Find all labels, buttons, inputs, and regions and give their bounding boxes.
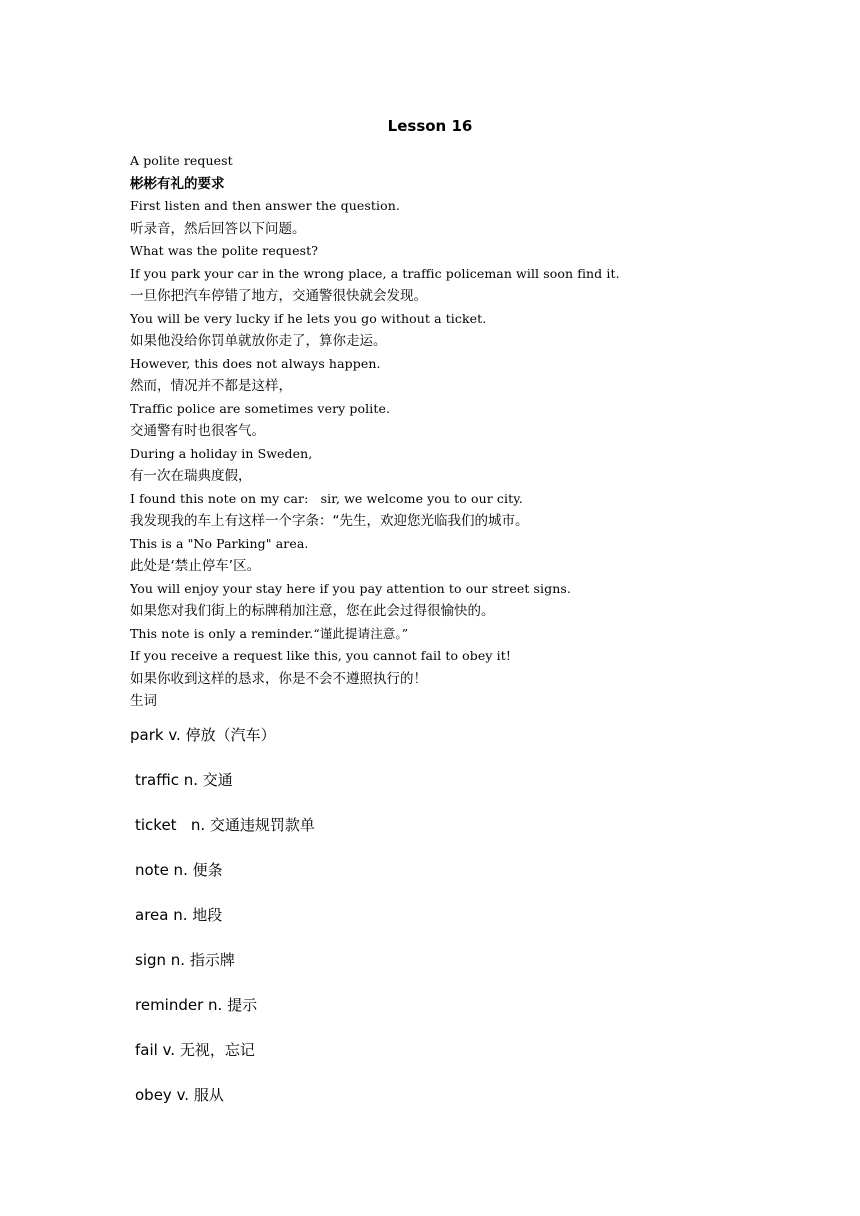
text-line: What was the polite request?: [130, 243, 319, 258]
vocab-item: obey v. 服从: [135, 1086, 224, 1104]
vocab-item: ticket n. 交通违规罚款单: [135, 816, 315, 834]
text-line: However, this does not always happen.: [130, 355, 381, 371]
text-line: 彬彬有礼的要求: [130, 175, 225, 192]
vocab-item: reminder n. 提示: [135, 996, 258, 1014]
vocab-item: traffic n. 交通: [135, 771, 233, 789]
text-line: 如果您对我们街上的标牌稍加注意，您在此会过得很愉快的。: [130, 603, 495, 619]
vocab-item: note n. 便条: [135, 861, 223, 879]
text-line: I found this note on my car: sir, we welcome you to our city.: [130, 490, 523, 506]
page-title: Lesson 16: [387, 117, 473, 135]
text-line: A polite request: [130, 153, 233, 168]
vocab-item: fail v. 无视，忘记: [135, 1041, 255, 1059]
text-line: 有一次在瑞典度假，: [130, 468, 252, 484]
text-line: You will enjoy your stay here if you pay attention to our street signs.: [130, 580, 571, 596]
text-line: 一旦你把汽车停错了地方，交通警很快就会发现。: [130, 288, 427, 304]
text-line: This is a "No Parking" area.: [130, 535, 309, 551]
text-line: 然而，情况并不都是这样，: [130, 378, 292, 394]
vocab-item: sign n. 指示牌: [135, 951, 235, 969]
vocabulary-list: [130, 720, 730, 1125]
text-line: During a holiday in Sweden,: [130, 445, 313, 461]
text-line: First listen and then answer the question.: [130, 198, 400, 213]
text-line: You will be very lucky if he lets you go without a ticket.: [130, 310, 487, 326]
text-line: If you receive a request like this, you cannot fail to obey it!: [130, 648, 511, 663]
text-line: 生词: [130, 693, 157, 709]
text-line: 听录音，然后回答以下问题。: [130, 220, 306, 237]
vocab-item: park v. 停放（汽车）: [130, 726, 276, 744]
text-line: 如果你收到这样的恳求，你是不会不遵照执行的！: [130, 670, 427, 687]
text-line: 如果他没给你罚单就放你走了，算你走运。: [130, 333, 387, 349]
text-line: This note is only a reminder.“谨此提请注意。”: [130, 625, 409, 641]
text-line: Traffic police are sometimes very polite.: [130, 400, 391, 416]
text-line: 此处是‘禁止停车’区。: [130, 558, 261, 574]
text-line: 交通警有时也很客气。: [130, 423, 265, 439]
text-line: 我发现我的车上有这样一个字条：“先生，欢迎您光临我们的城市。: [130, 513, 529, 529]
vocab-item: area n. 地段: [135, 906, 223, 924]
lesson-text: [130, 150, 830, 713]
text-line: If you park your car in the wrong place, a traffic policeman will soon find it.: [130, 265, 620, 281]
